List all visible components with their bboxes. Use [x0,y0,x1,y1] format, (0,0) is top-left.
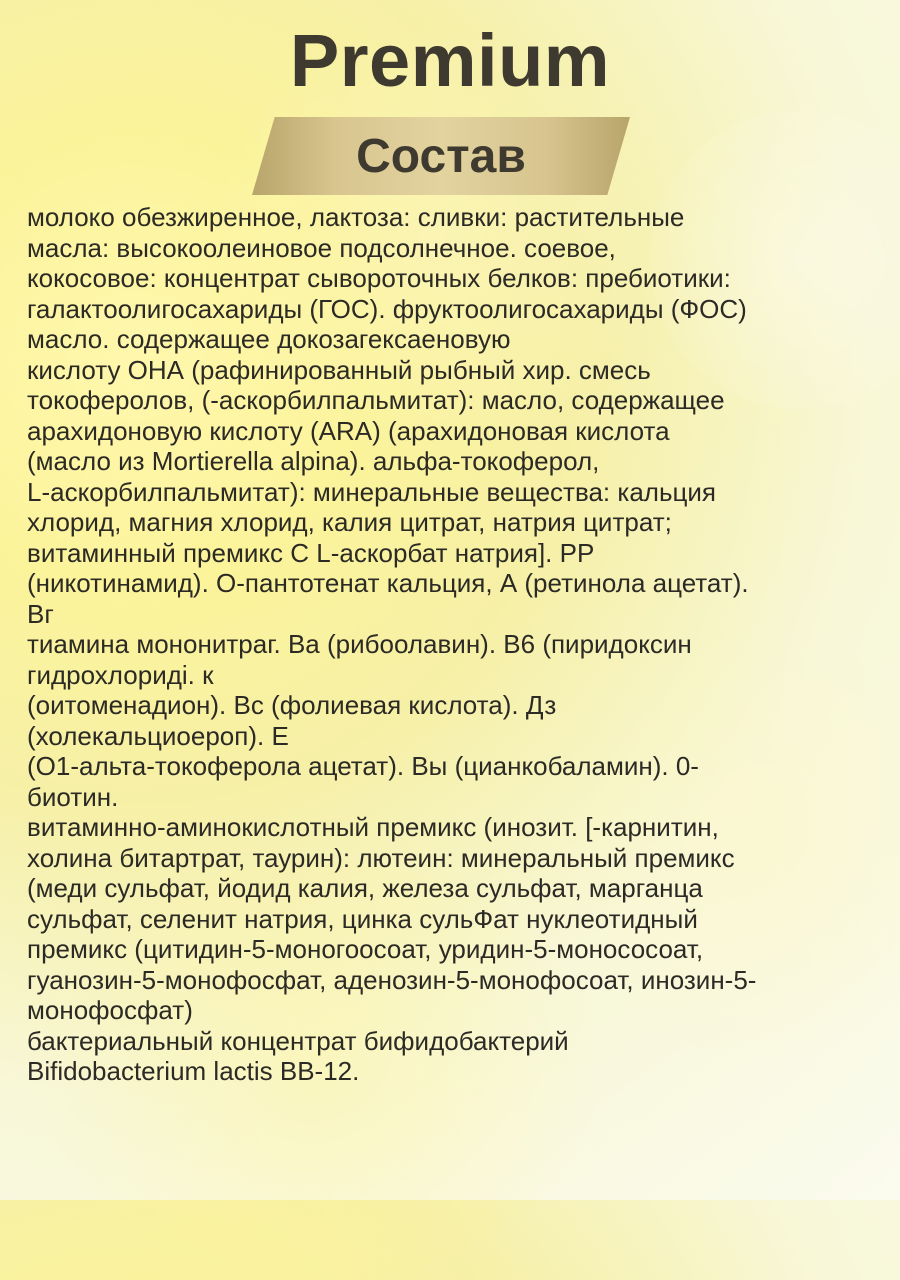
composition-text-block [27,202,872,1092]
composition-line: L-аскорбилпальмитат): минеральные вещества: кальция [27,476,716,507]
composition-line: Вг [27,598,54,629]
composition-line: витаминно-аминокислотный премикс (инозит. [-карнитин, [27,812,719,842]
composition-line: молоко обезжиренное, лактоза: сливки: растительные [27,202,685,232]
composition-line: хлорид, магния хлорид, калия цитрат, натрия цитрат; [27,507,672,537]
composition-line: арахидоновую кислоту (ARA) (арахидоновая кислота [27,415,670,446]
composition-line: (холекальциоероп). Е [27,720,289,751]
composition-line: гидрохлориді. к [27,659,214,690]
page-title: Premium [289,19,611,102]
composition-line: (меди сульфат, йодид калия, железа сульфат, марганца [27,873,703,903]
header [0,0,900,205]
composition-line: Bifidobacterium lactis BB-12. [27,1056,360,1086]
composition-line: биотин. [27,781,119,812]
subtitle-text: Состав [356,129,526,183]
subtitle-banner [252,117,630,195]
composition-line: масло. содержащее докозагексаеновую [27,324,511,354]
composition-line: тиамина мононитраг. Ва (рибоолавин). В6 (пиридоксин [27,629,692,659]
composition-line: холина битартрат, таурин): лютеин: минеральный премикс [27,842,735,873]
composition-line: галактоолигосахариды (ГОС). фруктоолигосахариды (ФОС) [27,293,747,324]
composition-line: премикс (цитидин-5-моногоосоат, уридин-5-монососоат, [27,934,704,964]
composition-line: (О1-альта-токоферола ацетат). Вы (цианкобаламин). 0- [27,751,699,781]
composition-line: витаминный премикс С L-аскорбат натрия]. РР [27,537,595,568]
composition-line: (масло из Mortierella alpina). альфа-токоферол, [27,446,600,476]
composition-line: монофосфат) [27,995,193,1025]
composition-line: (никотинамид). О-пантотенат кальция, А (ретинола ацетат). [27,568,749,598]
composition-line: масла: высокоолеиновое подсолнечное. соевое, [27,232,616,263]
composition-line: сульфат, селенит натрия, цинка сульФат нуклеотидный [27,903,698,934]
composition-line: (оитоменадион). Вс (фолиевая кислота). Дз [27,690,557,720]
composition-line: кокосовое: концентрат сывороточных белков: пребиотики: [27,263,731,293]
composition-line: бактериальный концентрат бифидобактерий [27,1025,569,1056]
composition-line: гуанозин-5-монофосфат, аденозин-5-монофосоат, инозин-5- [27,964,757,995]
composition-line: токоферолов, (-аскорбилпальмитат): масло, содержащее [27,385,725,415]
composition-line: кислоту ОНА (рафинированный рыбный хир. смесь [27,354,651,385]
